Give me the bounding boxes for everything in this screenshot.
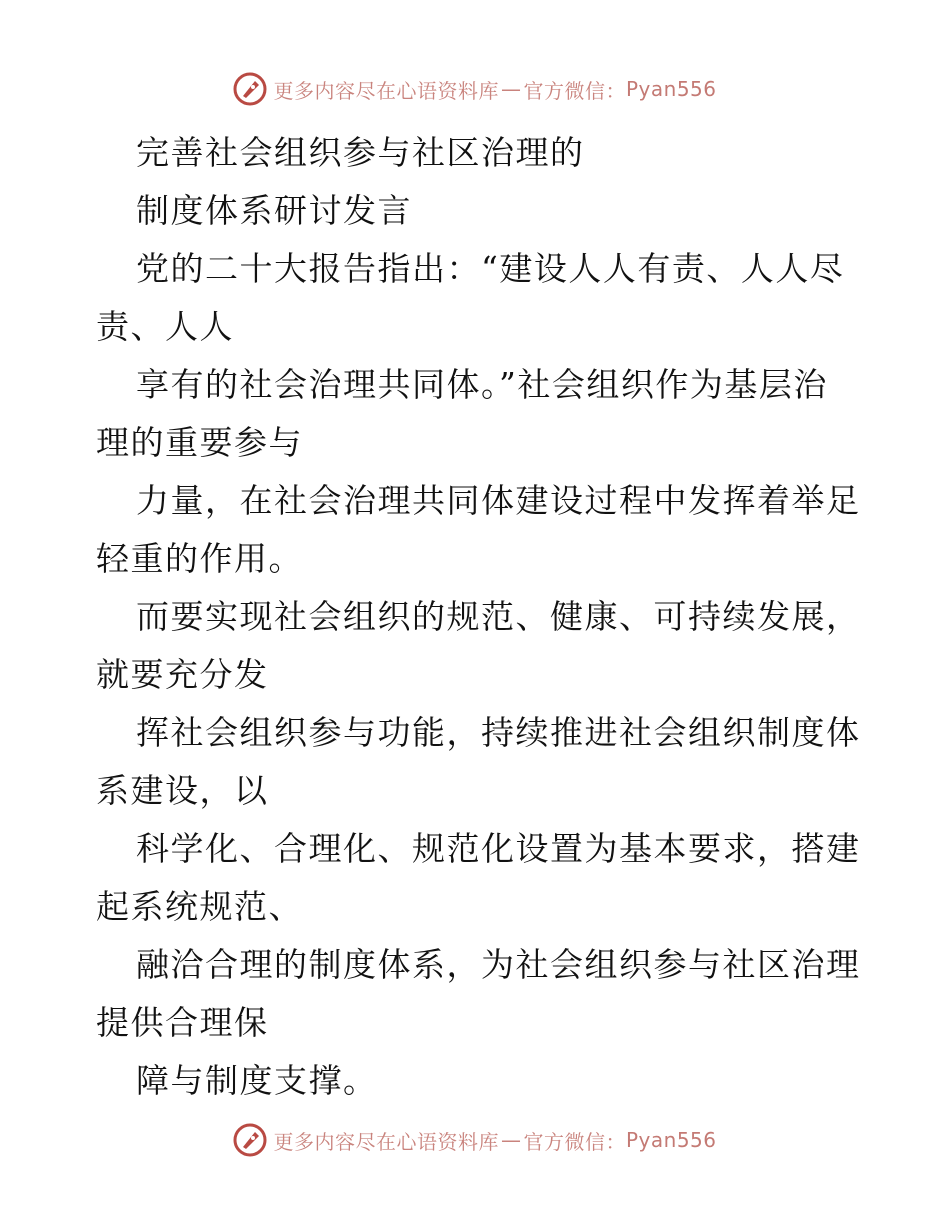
paragraph-line: 提供合理保: [96, 1003, 269, 1042]
watermark-brand: 更多内容尽在心语资料库: [273, 78, 499, 103]
paragraph-line: 挥社会组织参与功能，持续推进社会组织制度体: [136, 713, 861, 752]
title-line: 制度体系研讨发言: [136, 191, 412, 230]
paragraph-line: 障与制度支撑。: [136, 1061, 378, 1100]
watermark-footer: [0, 1120, 950, 1160]
paragraph-line: 融洽合理的制度体系，为社会组织参与社区治理: [136, 945, 861, 984]
paragraph-line: 享有的社会治理共同体。”社会组织作为基层治: [136, 365, 828, 404]
paragraph-line: 而要实现社会组织的规范、健康、可持续发展，: [136, 597, 861, 636]
watermark-separator: —: [500, 77, 522, 101]
paragraph-line: 党的二十大报告指出：“建设人人有责、人人尽: [136, 249, 845, 288]
watermark-official-label: 官方微信：: [523, 78, 626, 103]
paragraph-line: 系建设，以: [96, 771, 269, 810]
pen-nib-circle-icon: [233, 72, 267, 106]
title-line: 完善社会组织参与社区治理的: [136, 133, 585, 172]
pen-nib-circle-icon: [233, 1123, 267, 1157]
paragraph-line: 就要充分发: [96, 655, 269, 694]
document-body: [96, 124, 861, 1110]
paragraph-line: 力量，在社会治理共同体建设过程中发挥着举足: [136, 481, 861, 520]
paragraph-line: 科学化、合理化、规范化设置为基本要求，搭建: [136, 829, 861, 868]
paragraph-line: 起系统规范、: [96, 887, 303, 926]
watermark-handle: Pyan556: [625, 77, 717, 101]
watermark-header: [0, 69, 950, 109]
watermark-separator: —: [500, 1128, 522, 1152]
paragraph-line: 理的重要参与: [96, 423, 303, 462]
watermark-brand: 更多内容尽在心语资料库: [273, 1129, 499, 1154]
watermark-handle: Pyan556: [625, 1128, 717, 1152]
paragraph-line: 责、人人: [96, 307, 234, 346]
watermark-official-label: 官方微信：: [523, 1129, 626, 1154]
paragraph-line: 轻重的作用。: [96, 539, 303, 578]
